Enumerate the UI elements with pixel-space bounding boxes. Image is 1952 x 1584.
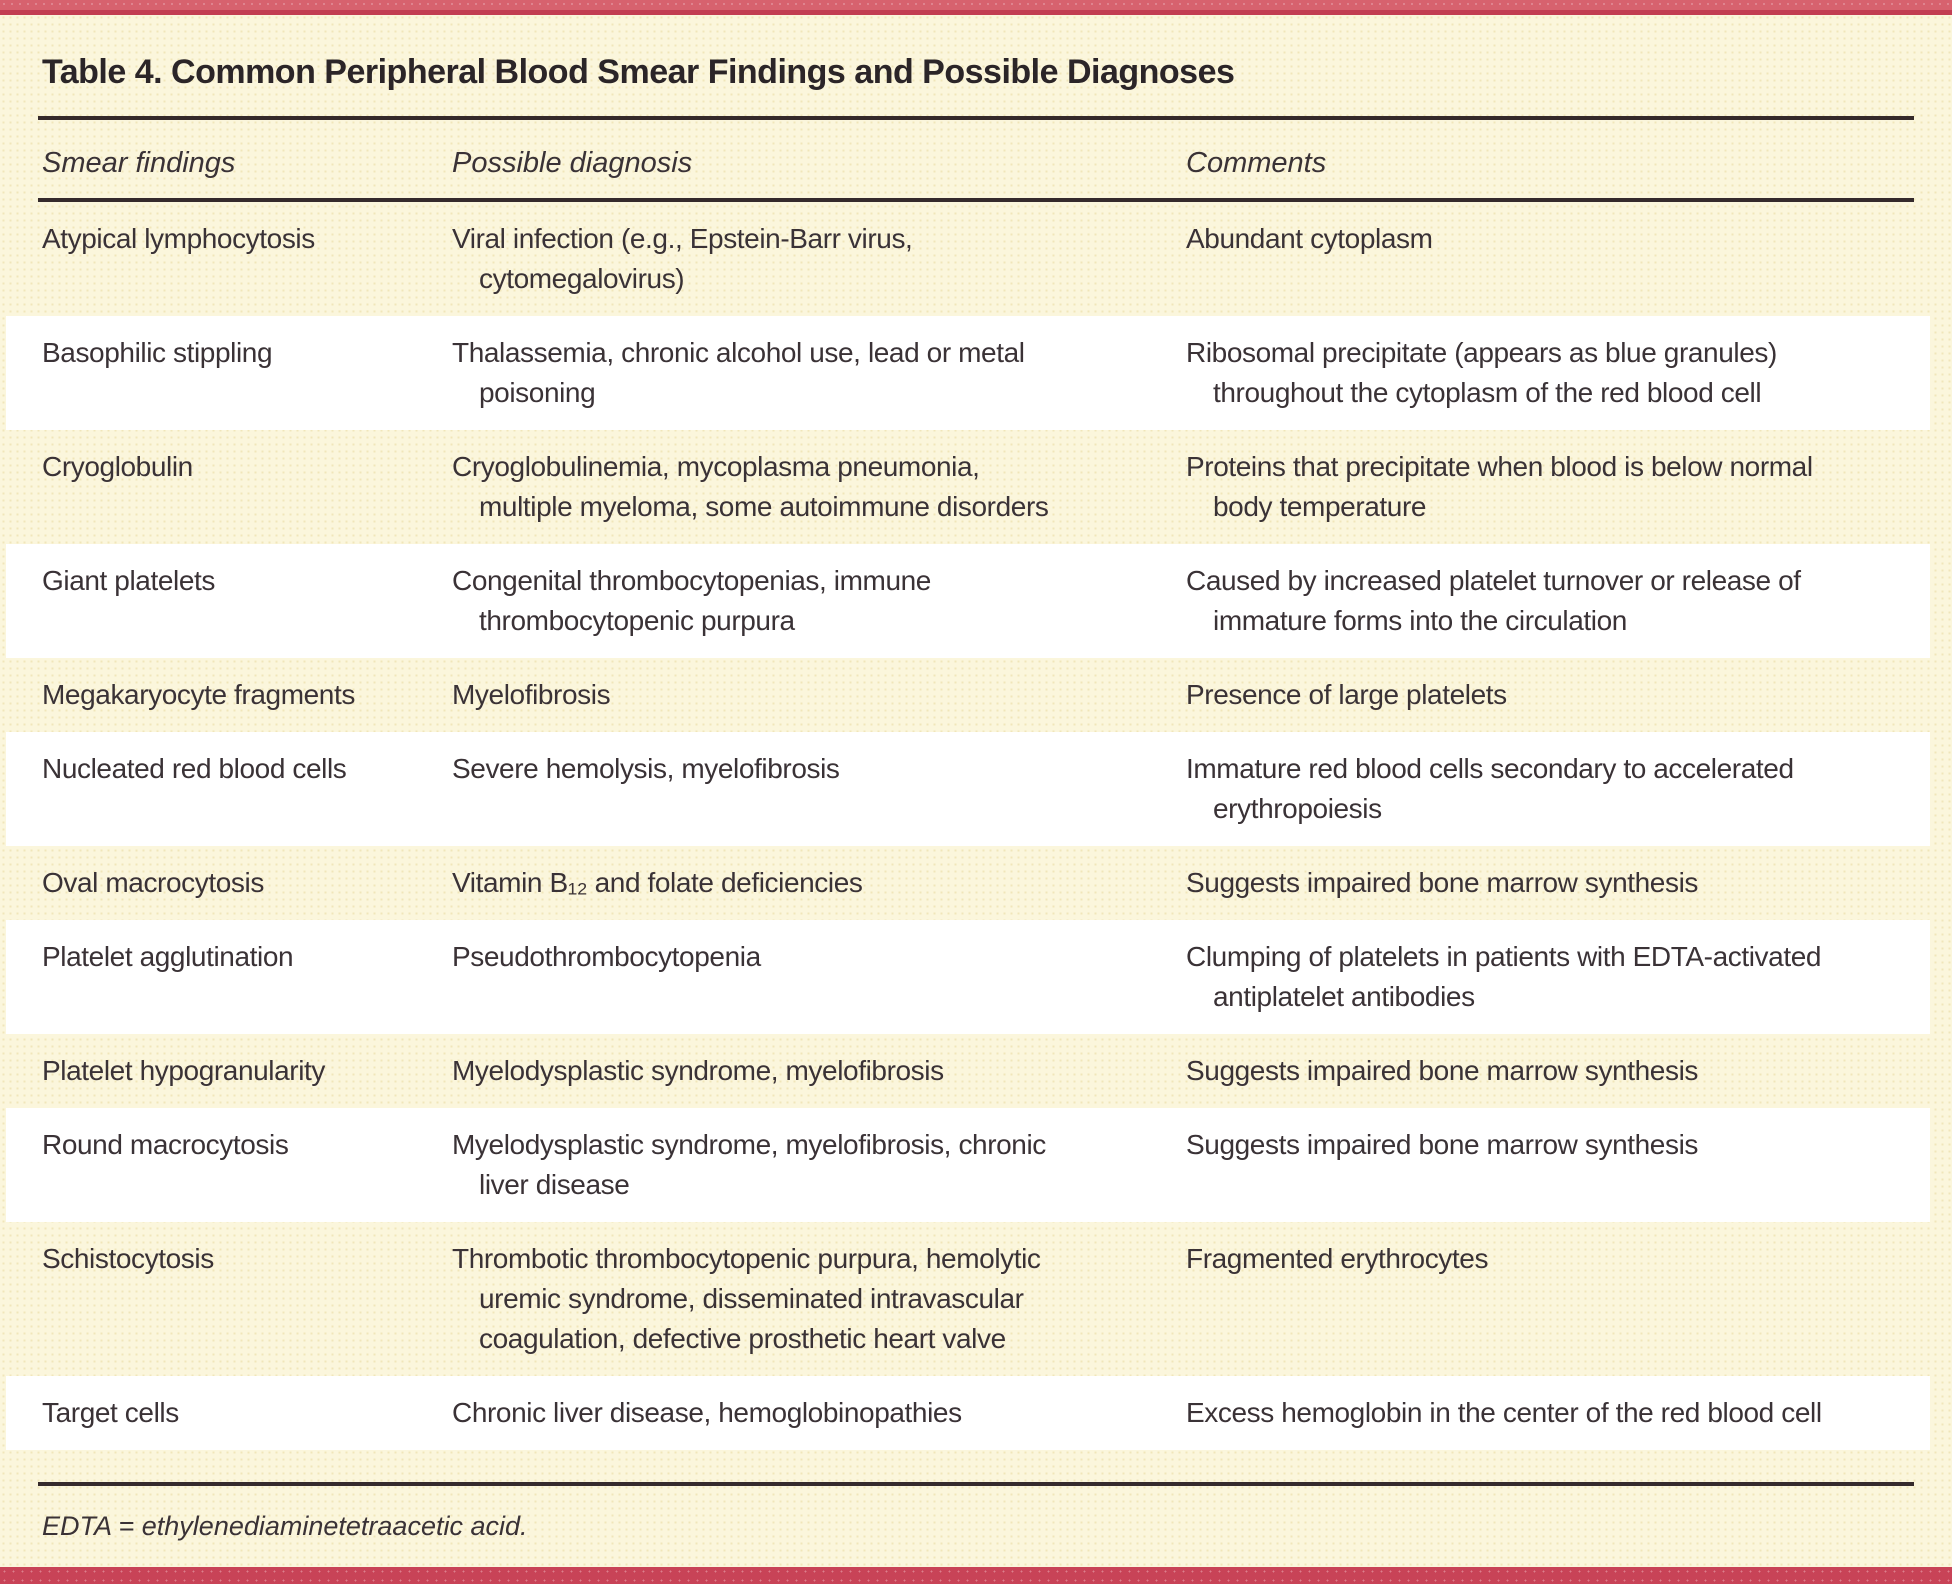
comments-cell xyxy=(1186,1125,1914,1205)
possible-diagnosis-cell xyxy=(452,1239,1186,1359)
cell-line: Suggests impaired bone marrow synthesis xyxy=(1186,1055,1698,1086)
cell-line: Oval macrocytosis xyxy=(42,867,264,898)
cell-line: Chronic liver disease, hemoglobinopathies xyxy=(452,1397,962,1428)
comments-cell xyxy=(1186,863,1914,903)
cell-line: Cryoglobulin xyxy=(42,451,193,482)
cell-line: Thalassemia, chronic alcohol use, lead or metal xyxy=(452,337,1025,368)
cell-line: Proteins that precipitate when blood is below normal xyxy=(1186,451,1813,482)
table-row xyxy=(0,732,1952,846)
comments-cell xyxy=(1186,561,1914,641)
cell-line: Nucleated red blood cells xyxy=(42,753,347,784)
cell-line: Viral infection (e.g., Epstein-Barr virus, xyxy=(452,223,913,254)
cell-line: coagulation, defective prosthetic heart valve xyxy=(479,1323,1006,1354)
cell-line: Myelofibrosis xyxy=(452,679,611,710)
table-row xyxy=(0,658,1952,732)
table-row xyxy=(0,1376,1952,1450)
cell-line: Vitamin B₁₂ and folate deficiencies xyxy=(452,867,863,898)
cell-line: Atypical lymphocytosis xyxy=(42,223,315,254)
column-header-comments: Comments xyxy=(1186,147,1327,179)
smear-finding-cell xyxy=(42,863,452,903)
possible-diagnosis-cell xyxy=(452,1125,1186,1205)
cell-line: body temperature xyxy=(1213,491,1427,522)
smear-finding-cell xyxy=(42,1125,452,1205)
table-row xyxy=(0,316,1952,430)
cell-line: Platelet hypogranularity xyxy=(42,1055,326,1086)
possible-diagnosis-cell xyxy=(452,447,1186,527)
cell-line: Target cells xyxy=(42,1397,179,1428)
table-row xyxy=(0,1034,1952,1108)
cell-line: Suggests impaired bone marrow synthesis xyxy=(1186,1129,1698,1160)
smear-finding-cell xyxy=(42,1051,452,1091)
cell-line: Thrombotic thrombocytopenic purpura, hemolytic xyxy=(452,1243,1041,1274)
table-row xyxy=(0,846,1952,920)
comments-cell xyxy=(1186,937,1914,1017)
possible-diagnosis-cell xyxy=(452,219,1186,299)
comments-cell xyxy=(1186,675,1914,715)
smear-finding-cell xyxy=(42,1393,452,1433)
cell-line: Clumping of platelets in patients with EDTA-activated xyxy=(1186,941,1822,972)
comments-cell xyxy=(1186,1239,1914,1359)
footnote: EDTA = ethylenediaminetetraacetic acid. xyxy=(42,1511,528,1541)
comments-cell xyxy=(1186,333,1914,413)
cell-line: Excess hemoglobin in the center of the red blood cell xyxy=(1186,1397,1822,1428)
table-row xyxy=(0,1108,1952,1222)
possible-diagnosis-cell xyxy=(452,561,1186,641)
table-row xyxy=(0,202,1952,316)
cell-line: thrombocytopenic purpura xyxy=(479,605,795,636)
bottom-accent-bar xyxy=(0,1567,1952,1584)
cell-line: Severe hemolysis, myelofibrosis xyxy=(452,753,840,784)
possible-diagnosis-cell xyxy=(452,675,1186,715)
table-header-row xyxy=(0,120,1952,180)
footnote-divider xyxy=(38,1482,1914,1486)
cell-line: Ribosomal precipitate (appears as blue granules) xyxy=(1186,337,1777,368)
cell-line: Presence of large platelets xyxy=(1186,679,1507,710)
cell-line: liver disease xyxy=(479,1169,630,1200)
comments-cell xyxy=(1186,1051,1914,1091)
smear-finding-cell xyxy=(42,937,452,1017)
cell-line: Immature red blood cells secondary to accelerated xyxy=(1186,753,1794,784)
possible-diagnosis-cell xyxy=(452,1393,1186,1433)
cell-line: Pseudothrombocytopenia xyxy=(452,941,761,972)
cell-line: Round macrocytosis xyxy=(42,1129,289,1160)
smear-finding-cell xyxy=(42,333,452,413)
comments-cell xyxy=(1186,447,1914,527)
possible-diagnosis-cell xyxy=(452,937,1186,1017)
possible-diagnosis-cell xyxy=(452,749,1186,829)
cell-line: poisoning xyxy=(479,377,596,408)
table-title: Table 4. Common Peripheral Blood Smear Findings and Possible Diagnoses xyxy=(42,53,1235,91)
table-row xyxy=(0,920,1952,1034)
cell-line: Giant platelets xyxy=(42,565,215,596)
cell-line: Fragmented erythrocytes xyxy=(1186,1243,1489,1274)
cell-line: Congenital thrombocytopenias, immune xyxy=(452,565,931,596)
cell-line: Cryoglobulinemia, mycoplasma pneumonia, xyxy=(452,451,980,482)
cell-line: Platelet agglutination xyxy=(42,941,294,972)
possible-diagnosis-cell xyxy=(452,333,1186,413)
smear-finding-cell xyxy=(42,675,452,715)
top-accent-bar xyxy=(0,0,1952,15)
cell-line: Myelodysplastic syndrome, myelofibrosis xyxy=(452,1055,944,1086)
column-header-smear-findings: Smear findings xyxy=(42,147,236,179)
cell-line: cytomegalovirus) xyxy=(479,263,685,294)
cell-line: Myelodysplastic syndrome, myelofibrosis, chronic xyxy=(452,1129,1046,1160)
table-row xyxy=(0,430,1952,544)
comments-cell xyxy=(1186,219,1914,299)
cell-line: antiplatelet antibodies xyxy=(1213,981,1475,1012)
cell-line: Suggests impaired bone marrow synthesis xyxy=(1186,867,1698,898)
comments-cell xyxy=(1186,1393,1914,1433)
possible-diagnosis-cell xyxy=(452,863,1186,903)
table-body xyxy=(0,202,1952,1450)
table-row xyxy=(0,1222,1952,1376)
cell-line: uremic syndrome, disseminated intravascular xyxy=(479,1283,1024,1314)
possible-diagnosis-cell xyxy=(452,1051,1186,1091)
cell-line: multiple myeloma, some autoimmune disorders xyxy=(479,491,1049,522)
cell-line: Abundant cytoplasm xyxy=(1186,223,1433,254)
cell-line: immature forms into the circulation xyxy=(1213,605,1627,636)
smear-finding-cell xyxy=(42,749,452,829)
smear-finding-cell xyxy=(42,561,452,641)
cell-line: Megakaryocyte fragments xyxy=(42,679,355,710)
cell-line: Caused by increased platelet turnover or release of xyxy=(1186,565,1801,596)
cell-line: Schistocytosis xyxy=(42,1243,214,1274)
table-row xyxy=(0,544,1952,658)
smear-finding-cell xyxy=(42,1239,452,1359)
column-header-possible-diagnosis: Possible diagnosis xyxy=(452,147,693,179)
comments-cell xyxy=(1186,749,1914,829)
cell-line: erythropoiesis xyxy=(1213,793,1382,824)
smear-finding-cell xyxy=(42,447,452,527)
smear-finding-cell xyxy=(42,219,452,299)
cell-line: throughout the cytoplasm of the red blood cell xyxy=(1213,377,1762,408)
cell-line: Basophilic stippling xyxy=(42,337,273,368)
